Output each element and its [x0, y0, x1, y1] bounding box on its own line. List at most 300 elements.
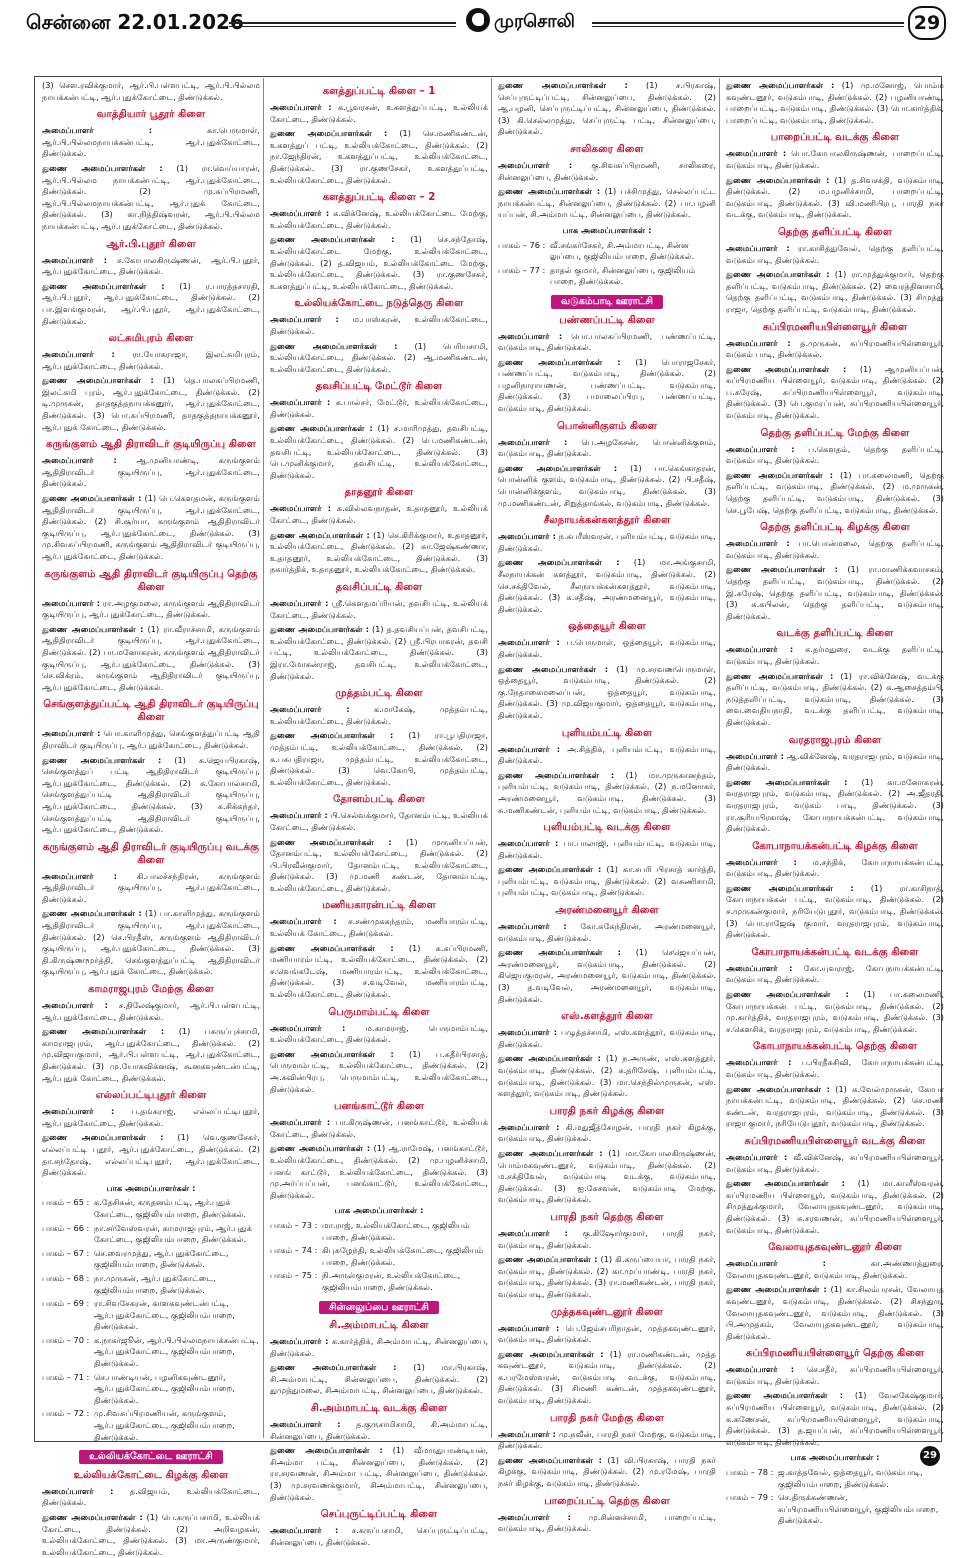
section-organiser-row: [42, 1298, 260, 1333]
member-entry: [726, 148, 944, 171]
member-names: (1) முருனியப்பன், தோனம்பட்டி, உல்லியக்கோட்டை, திண்டுக்கல். (2) பி.பிரவீன்குமார், தோனம்பட்டி, உல்லியக்கோட்டை, திண்டுக்கல். (3) மு.மணி கண்டன், தோனம்பட்டி, உல்லியக்கோட்டை, திண்டுக்கல்.: [270, 836, 489, 893]
member-names: (1) ரா.மணிகண்டன், முத்த கவுண்டனூர், வடுகம்பாடி, திண்டுக்கல். (2) க.பரமேஸ்வரன், வடுகம்பாடி வடக்கு, வடுகம்பாடி, திண்டுக்கல். (3) சிமணி கண்டன், முத்தகவுண்டனூர், வடுகம்பாடி, திண்டுக்கல்.: [498, 1348, 717, 1406]
member-entry: [270, 397, 488, 420]
member-entry: [42, 375, 260, 433]
section-organiser-name: தாதல் குமார், சின்னலுப்பை, குஜிலியம் பாறை, திண்டுக்கல்.: [550, 264, 696, 287]
member-names: த.விஜயம், உல்லியக்கோட்டை, திண்டுக்கல்.: [42, 1485, 260, 1508]
member-entry: [726, 538, 944, 561]
branch-heading: முத்தகவுண்டனூர் கிளை: [550, 1306, 663, 1318]
role-label: அமைப்பாளர் :: [726, 242, 790, 253]
section-organiser-name: வீ.சங்கர்சேகர், சி.அம்மாபட்டி, சின்ன லுப்பை, குஜிலியம்பாறை, திண்டுக்கல்.: [550, 239, 695, 262]
section-organiser-name: நா.முருகன், ஆர்.புதுக்கோட்டை, குஜிலியம்பாறை, திண்டுக்கல்.: [94, 1272, 216, 1295]
member-entry: [498, 160, 716, 183]
section-number: பாகம் – 76 :: [498, 239, 546, 250]
member-entry: [270, 837, 488, 895]
member-names: ம.சந்திக், கோபாநாயக்கன்பட்டி, வடுகம்பாடி, திண்டுக்கல்.: [726, 856, 944, 879]
member-entry: [42, 281, 260, 327]
branch-heading: கோபாநாயக்கன்பட்டி கிழக்கு கிளை: [752, 840, 918, 852]
member-entry: [270, 916, 488, 939]
role-label: அமைப்பாளர் :: [498, 637, 560, 648]
branch-heading: வடக்கு தளிப்பட்டி கிளை: [776, 628, 894, 640]
member-entry: [42, 728, 260, 751]
role-label: துணை அமைப்பாளர்கள் :: [42, 162, 163, 173]
role-label: அமைப்பாளர் :: [498, 1227, 568, 1238]
member-entry: [42, 598, 260, 621]
member-entry: [498, 770, 716, 816]
section-number: பாகம் – 78 :: [726, 1467, 774, 1478]
member-entry: [498, 1323, 716, 1346]
member-names: (1) கா.சிலம்பரசன், வேலாயுத கவுண்டனூர், வடுகம்பாடி, திண்டுக்கல். (2) சிசந்துரு, வேலாயுதகவுண்டனூர், வடுகம்பாடி, திண்டுக்கல். (3) பி.அமுதகம், வேலாயுதகவுண்டனூர், வடுகம்பாடி, திண்டுக்கல்.: [726, 1284, 944, 1341]
member-names: (1) ச.மாரிமுத்து, தவசிபட்டி, உல்லியக்கோட்டை, திண்டுக்கல். (2) பெ.மணிகண்டன், தவசிபட்டி, உல்லியக்கோட்டை, திண்டுக்கல். (3) பெ.முனிக்குமார், தவசிபட்டி, உல்லியக்கோட்டை, திண்டுக்கல்.: [270, 423, 488, 480]
member-entry: [726, 269, 944, 315]
member-names: கோ.யுவராஜ், கோபநாயக்கன்பட்டி, வடுகம்பாடி, திண்டுக்கல்.: [726, 962, 944, 985]
member-entry: [270, 1419, 488, 1442]
branch-heading: பாரதி நகர் கிழக்கு கிளை: [549, 1105, 665, 1117]
member-names: ச.திலேஷ்குமார், ஆர்.பி.பள்ளபட்டி, ஆர்.புதுக்கோட்டை, திண்டுக்கல்.: [42, 1000, 260, 1022]
member-names: (1) மு.சரவணபெருமாள், ஒத்தையூர், வடுகம்பாடி, திண்டுக்கல். (2) கு.நேதாகைமலைப்பன், ஒத்தையூர், வடுகம்பாடி, திண்டுக்கல். (3) மு.விஜயகுமார், ஒத்தையூர், வடுகம்பாடி, திண்டுக்கல்.: [498, 663, 716, 720]
section-organiser-name: மு.சிவசுப்பிரமணியன், கருங்குளம், ஆர்.புதுக்கோட்டை, குஜிலியம்பாறை, திண்டுக்கல்.: [94, 1408, 235, 1442]
masthead: [26, 6, 946, 40]
role-label: அமைப்பாளர் :: [498, 330, 563, 341]
member-entry: [726, 564, 944, 622]
column-divider: [491, 78, 492, 1438]
role-label: துணை அமைப்பாளர்கள் :: [726, 1390, 843, 1401]
role-label: துணை அமைப்பாளர்கள் :: [498, 663, 608, 674]
member-names: கோ.சுகேந்திரன், அரண்மனையூர், வடுகம்பாடி, திண்டுக்கல்.: [498, 921, 716, 943]
member-names: ப.கௌதம், தெற்கு தளிப்பட்டி, வடுகம்பாடி, திண்டுக்கல்.: [726, 443, 944, 466]
role-label: துணை அமைப்பாளர்கள் :: [498, 80, 628, 90]
section-organisers-heading: பாக அமைப்பாளர்கள் :: [334, 1205, 424, 1216]
role-label: துணை அமைப்பாளர்கள் :: [726, 469, 834, 480]
branch-heading: தெற்கு தளிப்பட்டி கிழக்கு கிளை: [760, 522, 910, 534]
branch-heading: உல்லியக்கோட்டை நடுத்தெரு கிளை: [294, 298, 464, 310]
section-organiser-row: [42, 1223, 260, 1246]
section-organiser-row: [726, 1492, 944, 1527]
member-entry: [498, 331, 716, 354]
role-label: அமைப்பாளர் :: [270, 1117, 331, 1128]
column-2: [270, 80, 489, 1547]
member-entry: [498, 186, 716, 221]
section-organiser-row: [270, 1270, 488, 1293]
branch-heading: கருங்குளம் ஆதி திராவிடர் குடியிருப்பு வடக்கு கிளை: [42, 841, 260, 866]
member-names: மு.நவீன், பாரதி நகர் மேற்கு, வடுகம்பாடி, திண்டுக்கல்.: [498, 1428, 716, 1451]
role-label: துணை அமைப்பாளர்கள் :: [498, 947, 621, 958]
role-label: அமைப்பாளர் :: [726, 1258, 826, 1269]
member-names: (1) வேலகேஷ்குமார், சுப்பிரமணிய பிள்ளையூர், வடுகம்பாடி, திண்டுக்கல். (2) க.கணேசன், சுப்பிரமணியபிள்ளையூர், வடுகம்பாடி, திண்டுக்கல். (3) த.ஜயப்பன், சுப்பிரமணியபிள்ளையூர், வடுகம்பாடி, திண்டுக்கல்.: [726, 1390, 945, 1447]
member-entry: [270, 530, 488, 576]
branch-heading: சாலிகரை கிளை: [570, 143, 644, 155]
member-names: க.பால்சர், மேட்டூர், உல்லியக்கோட்டை, திண்டுக்கல்.: [270, 397, 488, 419]
role-label: அமைப்பாளர் :: [42, 597, 100, 608]
member-entry: [498, 864, 716, 899]
section-organiser-row: [42, 1248, 260, 1271]
branch-heading: கருங்குளம் ஆதி திராவிடர் குடியிருப்பு கிளை: [46, 439, 256, 451]
role-label: அமைப்பாளர் :: [42, 870, 117, 881]
branch-heading: சி.அம்மாபட்டி வடக்கு கிளை: [310, 1403, 448, 1415]
member-names: (1) பெ.கருப்பசாமி, உல்லியக் கோட்டை, திண்டுக்கல். (2) அறிவழகன், உல்லியக்கோட்டை, திண்டுக்கல். (3) மா.அருண்குமார், உல்லியக்கோட்டை, திண்டுக்கல்.: [42, 1512, 260, 1557]
masthead-rule-left: [229, 22, 456, 27]
role-label: துணை அமைப்பாளர்கள் :: [42, 754, 162, 765]
role-label: துணை அமைப்பாளர்கள் :: [270, 128, 388, 139]
member-entry: [498, 1027, 716, 1050]
branch-heading: சுப்பிரமணியபிள்ளையூர் வடக்கு கிளை: [744, 1135, 926, 1147]
member-names: (1) ப.சுதீர்பிரசாத், பெருமாம்பட்டி, உல்லியக்கோட்டை, திண்டுக்கல். (2) அ.சுவின்பிரபு, பெருமாம்பட்டி, உல்லியக்கோட்டை, திண்டுக்கல்.: [270, 1048, 489, 1094]
member-names: (1) ரா.காசிநாத், கோபாநாயக்கன் பட்டி, வடுகம்பாடி, திண்டுக்கல். (2) ச.முருகன்குமார், நரியேடுபுதூர், வடுகம்பாடி, திண்டுக்கல். (3) பொ.ராஜேஷ் குமார், வரதராஜபுரம், வடுகம்பாடி, திண்டுக்கல்.: [726, 882, 944, 940]
member-entry: [270, 234, 488, 292]
member-entry: [42, 455, 260, 490]
section-number: பாகம் – 75 :: [270, 1270, 318, 1281]
member-names: (1) பசுருப்புச்சாமி, காமராஜபுரம், ஆர்.புதுக்கோட்டை, திண்டுக்கல். (2) மு.விஜயகுமார், ஆர்.பி.பள்ளபட்டி, ஆர்.புதுக்கோட்டை, திண்டுக்கல். (3) மு.யோகவிக்னஷ், கூனகவுண்டன்பட்டி, ஆர்.புதுக் கோட்டை, திண்டுக்கல்.: [42, 1026, 260, 1083]
member-entry: [498, 531, 716, 554]
role-label: அமைப்பாளர் :: [498, 921, 567, 932]
section-number: பாகம் – 68 :: [42, 1272, 90, 1283]
role-label: துணை அமைப்பாளர்கள் :: [42, 1512, 143, 1522]
panchayat-banner: உல்லியக்கோட்டை ஊராட்சி: [79, 1450, 223, 1464]
member-names: (1) தெ.பாலசுப்பிரமணி, இலட்சுமி புரம், ஆர்.புதுக்கோட்டை, திண்டுக்கல். (2) டி.முருகன், தாதகுத்தநாயக்கனூர், ஆர்.புதுக்கோட்டை, திண்டுக்கல். (3) பொ.சுப்பிரமணி, தாதகுத்தநாயக்கனூர், ஆர்.புதுக் கோட்டை, திண்டுக்கல்.: [42, 375, 260, 432]
member-entry: [498, 1148, 716, 1206]
member-names: (1) பா.கலைமணி, கோபாநாயக்கன் பட்டி, வடுகம்பாடி, திண்டுக்கல். (2) மு.கார்த்திக், வரதராஜபுரம், வடுகம்பாடி, திண்டுக்கல். (3) ச.கௌசிக், வரதராஜபுரம், வடுகம்பாடி, திண்டுக்கல்.: [726, 989, 944, 1034]
member-entry: [498, 463, 716, 509]
member-entry: [726, 1390, 944, 1448]
role-label: துணை அமைப்பாளர்கள் :: [270, 1445, 383, 1456]
branch-heading: எல்லப்பட்டிபுதூர் கிளை: [95, 1090, 207, 1102]
role-label: துணை அமைப்பாளர்கள் :: [726, 564, 838, 575]
member-entry: [726, 644, 944, 667]
member-entry: [42, 624, 260, 694]
member-names: க.மாகேஷ், முத்தம்பட்டி, உல்லியக்கோட்டை, திண்டுக்கல்.: [270, 704, 488, 726]
member-names: (1) செ.மணிகண்டன், உகளத்துப் பட்டி, உல்லியக்கோட்டை, திண்டுக்கல். (2) நா.ஜேந்திரன், உகளத்துப்பட்டி, உல்லியக்கோட்டை, திண்டுக்கல். (3) ரா.குணசேகர், உகளத்துப்பட்டி, உல்லியக்கோட்டை, திண்டுக்கல்.: [270, 128, 488, 185]
branch-heading: செப்புருட்டிப்பட்டி கிளை: [320, 1509, 438, 1521]
member-names: த.குருசாமிசாமி, சி.அம்மாபட்டி, சின்னலுப்பை, திண்டுக்கல்.: [270, 1419, 488, 1441]
member-entry: [726, 1084, 944, 1130]
member-names: (1) வீமருதுபாண்டியன், சிஅம்மா பட்டி, சின்னலுப்பை, திண்டுக்கல். (2) ரா.சரவணன், சிஅம்மா பட்டி, சின்னலுப்பை, திண்டுக்கல். (3) மு.சரவணக்குமார், சிஅம்மாபட்டி, சின்னலுப்பை, திண்டுக்கல்.: [270, 1445, 488, 1502]
member-entry: [726, 243, 944, 266]
member-entry: [270, 503, 488, 526]
column-divider: [263, 78, 264, 1438]
role-label: துணை அமைப்பாளர்கள் :: [270, 234, 395, 245]
branch-heading: மணியகாரன்பட்டி கிளை: [322, 900, 436, 912]
member-entry: [42, 1000, 260, 1023]
section-organiser-row: [498, 265, 716, 288]
role-label: துணை அமைப்பாளர்கள் :: [270, 730, 394, 741]
role-label: அமைப்பாளர் :: [270, 102, 332, 112]
branch-heading: செங்குளத்துப்பட்டி ஆதி திராவிடர் குடியிருப்பு கிளை: [43, 699, 259, 724]
member-names: க.பூவரசன், உகளத்துப்பட்டி, உல்லியக் கோட்டை, திண்டுக்கல்.: [270, 102, 488, 124]
role-label: அமைப்பாளர் :: [498, 838, 559, 849]
member-entry: [726, 1258, 944, 1281]
branch-heading: பாறைப்பட்டி வடக்கு கிளை: [770, 132, 900, 144]
member-entry: [498, 1455, 716, 1490]
member-names: (1) த.தவசியப்பன், தவசிபட்டி, உல்லியக்கோட்டை, திண்டுக்கல். (2) ஸ்ரீ.பிரபாகரன், தவசி பட்டி, உல்லியக்கோட்டை, திண்டுக்கல். (3) இரா.மோகன்ராஜ், தவசிபட்டி, உல்லியக்கோட்டை, திண்டுக்கல்.: [270, 624, 488, 681]
branch-heading: ஆர்.பி.புதூர் கிளை: [106, 238, 196, 250]
panchayat-banner: சின்னலுப்பை ஊராட்சி: [319, 1301, 439, 1315]
member-names: (1) சு.ஜெயபிரகாஷ், செங்குளத்துப் பட்டி ஆதிதிராவிடர் குடியிருப்பு, ஆர்.புதுக்கோட்டை, திண்டுக்கல். (2) க.கோபால்சாமி, செங்குளத்துப்பட்டி ஆதிதிராவிடர் குடியிருப்பு, ஆர்.புதுக்கோட்டை, திண்டுக்கல். (3) க.சிக்கந்தர், செங்குளத்துப்பட்டி ஆதிதிராவிடர் குடியிருப்பு, ஆர்.புதுக்கோட்டை, திண்டுக்கல்.: [42, 754, 261, 835]
role-label: அமைப்பாளர் :: [498, 436, 568, 447]
role-label: அமைப்பாளர் :: [498, 1322, 560, 1333]
branch-heading: ஒத்தையூர் கிளை: [568, 621, 646, 633]
branch-heading: காமராஜபுரம் மேற்கு கிளை: [88, 984, 214, 996]
member-names: (1) கி.கருப்பையா, பாரதி நகர், வடுகம்பாடி, திண்டுக்கல். (2) கா.முப்பாண்டி, பாரதி நகர், வடுகம்பாடி, திண்டுக்கல். (3) ரா.மணிகண்டன், பாரதி நகர், வடுகம்பாடி, திண்டுக்கல்.: [498, 1254, 716, 1299]
member-names: அ.சித்திக், புளியம்பட்டி, வடுகம்பாடி, திண்டுக்கல்.: [498, 743, 716, 766]
edition-date: சென்னை 22.01.2026: [26, 10, 244, 34]
member-entry: [42, 908, 260, 978]
member-entry: [270, 423, 488, 481]
member-names: (1) ச.பிரகாஷ், செப்புருட்டிப்பட்டி, சின்னலுப்பை, திண்டுக்கல். (2) ஆ.பழனி, செப்புருட்டிப்பட்டி, சின்னலுப்பை, திண்டுக்கல். (3) கி.செல்லமுத்து, செப்புருட்டி பட்டி, சின்னலுப்பை, திண்டுக்கல்.: [498, 80, 716, 137]
member-entry: [270, 1525, 488, 1548]
role-label: அமைப்பாளர் :: [270, 810, 328, 821]
role-label: துணை அமைப்பாளர்கள் :: [726, 80, 835, 90]
member-entry: [498, 921, 716, 944]
role-label: அமைப்பாளர் :: [498, 1121, 560, 1132]
section-number: பாகம் – 66 :: [42, 1222, 90, 1233]
member-entry: [726, 671, 944, 729]
role-label: அமைப்பாளர் :: [270, 397, 331, 408]
member-names: (1) மா.கோபாலகிருஷ்ணன், பொம்மகவுண்டனூர், வடுகம்பாடி, திண்டுக்கல். (2) ம.சக்திவேல், வடுகம்பாடி வடக்கு, வடுகம்பாடி, திண்டுக்கல். (3) ஐ.கேசவன், வடுகம்பாடி மேற்கு, வடுகம்பாடி, திண்டுக்கல்.: [498, 1147, 717, 1205]
member-entry: [42, 163, 260, 233]
section-organiser-name: மா.ராஜ், உல்லியக்கோட்டை, குஜிலியம் பாறை, திண்டுக்கல்.: [322, 1219, 470, 1242]
section-organisers-heading: பாக அமைப்பாளர்கள் :: [562, 224, 652, 235]
member-names: ச.கருப்பசாமி, செப்புருட்டிப்பட்டி, சின்னலுப்பை, திண்டுக்கல்.: [270, 1525, 488, 1547]
branch-heading: உல்லியக்கோட்டை கிழக்கு கிளை: [73, 1469, 229, 1481]
member-entry: [498, 838, 716, 861]
section-organiser-row: [42, 1372, 260, 1407]
role-label: அமைப்பாளர் :: [726, 1151, 788, 1162]
member-entry: [726, 883, 944, 941]
section-organiser-row: [270, 1245, 488, 1268]
role-label: அமைப்பாளர் :: [270, 598, 329, 608]
member-entry: [726, 1152, 944, 1175]
role-label: அமைப்பாளர் :: [270, 1336, 329, 1347]
panchayat-banner: வடுகம்பாடி ஊராட்சி: [551, 295, 663, 309]
member-entry: [270, 1362, 488, 1397]
role-label: அமைப்பாளர் :: [726, 538, 790, 549]
member-entry: [498, 744, 716, 767]
role-label: துணை அமைப்பாளர்கள் :: [498, 462, 618, 473]
member-entry: [270, 598, 488, 621]
member-entry: [270, 1143, 488, 1201]
member-names: ச.கோபாலகிருஷ்ணன், ஆர்.பி.புதூர், ஆர்.புதுக்கோட்டை, திண்டுக்கல்.: [42, 254, 260, 277]
member-entry: [270, 943, 488, 1001]
role-label: துணை அமைப்பாளர்கள் :: [270, 624, 370, 635]
member-entry: [42, 80, 260, 103]
member-entry: [726, 751, 944, 774]
section-number: பாகம் – 67 :: [42, 1247, 90, 1258]
branch-heading: பாரதி நகர் மேற்கு கிளை: [549, 1412, 665, 1424]
member-names: ரா.அழகுமலை, கருங்குளம் ஆதிதிராவிடர் குடியிருப்பு, ஆர்.புதுக்கோட்டை, திண்டுக்கல்.: [42, 597, 260, 620]
role-label: துணை அமைப்பாளர்கள் :: [726, 1284, 827, 1295]
branch-heading: பாறைப்பட்டி தெற்கு கிளை: [544, 1495, 670, 1507]
role-label: துணை அமைப்பாளர்கள் :: [270, 1362, 397, 1373]
member-entry: [42, 1132, 260, 1178]
branch-heading: சீலநாயக்கன்களத்தூர் கிளை: [543, 515, 671, 527]
member-names: க.கார்த்திக், சிஅம்மாபட்டி, சின்னலுப்பை, திண்டுக்கல்.: [270, 1336, 488, 1358]
branch-heading: கருங்குளம் ஆதி திராவிடர் குடியிருப்பு தெற்கு கிளை: [44, 568, 258, 593]
member-names: (1) மு.மனோஜ், பொம்ம கவுண்டனூர், வடுகம்பாடி, திண்டுக்கல். (2) பழனியாண்டி, பாறைப்பட்டி, வடுகம்பாடி, திண்டுக்கல். (3) பொ.கார்த்திக், பாறைப்பட்டி, வடுகம்பாடி, திண்டுக்கல்.: [726, 80, 944, 125]
member-entry: [726, 963, 944, 986]
member-entry: [498, 357, 716, 415]
member-entry: [726, 444, 944, 467]
branch-heading: பொன்னிகுளம் கிளை: [556, 420, 657, 432]
role-label: அமைப்பாளர் :: [42, 728, 101, 739]
role-label: துணை அமைப்பாளர்கள் :: [498, 1053, 601, 1064]
branch-heading: வாத்தியார் பூதூர் கிளை: [96, 109, 206, 121]
member-entry: [498, 1122, 716, 1145]
role-label: துணை அமைப்பாளர்கள் :: [42, 623, 144, 634]
section-organisers-heading: பாக அமைப்பாளர்கள் :: [790, 1452, 880, 1463]
role-label: துணை அமைப்பாளர்கள் :: [498, 356, 621, 367]
member-entry: [498, 947, 716, 1005]
member-names: (1) ரா.பூபதிராஜா, முத்தம்பட்டி, உல்லியக்கோட்டை, திண்டுக்கல். (2) க.பசுபதிராஜா, முத்தம்பட்டி, உல்லியக்கோட்டை, திண்டுக்கல். (3) வெ.கோபி, முத்தம்பட்டி, உல்லியக்கோட்டை, திண்டுக்கல்.: [270, 730, 488, 787]
member-entry: [270, 1117, 488, 1140]
member-names: (1) கா.மனோகரன், வரதராஜபுரம், வடுகம்பாடி, திண்டுக்கல். (2) அ.ஜீதரதி, வரதராஜபுரம், வடுகம் பாடி, திண்டுக்கல். (3) ரா.சூரியபிரகாஷ், கோபாநாயக்கன்பட்டி, வடுகம்பாடி, திண்டுக்கல்.: [726, 776, 944, 834]
member-names: ஸ்ரீ.கௌதமப்ரியன், தவசிபட்டி, உல்லியக் கோட்டை, திண்டுக்கல்.: [270, 598, 488, 620]
branch-heading: வேலாயுதகவுண்டனூர் கிளை: [768, 1242, 902, 1254]
member-names: பொ.காளிமுத்து, செங்குளத்துப்பட்டி ஆதி திராவிடர் குடியிருப்பு, ஆர்.புதுக்கோட்டை, திண்டுக்கல்.: [42, 728, 260, 750]
member-entry: [726, 1057, 944, 1080]
member-entry: [498, 1254, 716, 1300]
member-names: ப.தங்கராஜ், எல்லப்பட்டிபுதூர், ஆர்.புதுக்கோட்டை, திண்டுக்கல்.: [42, 1106, 260, 1128]
branch-heading: பாரதி நகர் தெற்கு கிளை: [550, 1211, 664, 1223]
member-names: (1) பா.காளிமுத்து, கருங்குளம் ஆதிதிராவிடர் குடியிருப்பு, ஆர்.புதுக்கோட்டை, திண்டுக்கல். (2) செ.பிரதீஸ், கருங்குளம் ஆதிதிராவிடர் குடியிருப்பு, ஆர்.புதுக்கோட்டை, திண்டுக்கல். (3) தி.கிருஷ்ணமூர்த்தி, செங்குளத்துப்பட்டி ஆதிதிராவிடர் குடியிருப்பு, ஆர்.புதுக் கோட்டை, திண்டுக்கல்.: [42, 908, 260, 977]
role-label: துணை அமைப்பாளர்கள் :: [270, 529, 370, 540]
member-entry: [270, 102, 488, 125]
section-organiser-row: [42, 1408, 260, 1443]
member-names: கா.அண்ணாத்துரை, வேலாயுதகவுண்டனூர், வடுகம்பாடி, திண்டுக்கல்.: [726, 1258, 944, 1280]
member-entry: [498, 1512, 716, 1535]
member-entry: [270, 730, 488, 788]
member-names: பொ.கோபாலகிருஷ்ணன், பாறைப்பட்டி, வடுகம்பாடி, திண்டுக்கல்.: [726, 148, 944, 170]
member-entry: [270, 1336, 488, 1359]
member-entry: [42, 1026, 260, 1084]
role-label: துணை அமைப்பாளர்கள் :: [42, 1132, 164, 1143]
member-names: (1) ரா.வெய்யாரன், ஆர்.பி.பில்லம நாயக்கன்பட்டி, ஆர்.புதுக்கோட்டை, திண்டுக்கல். (2) மு.சுப்பிரமணி, ஆர்.பி.பில்லமநாயக்கன்பட்டி, ஆர்.புதுக் கோட்டை, திண்டுக்கல். (3) கா.நித்திஷ்வரன், ஆர்.பி.பில்லம நாயக்கன்பட்டி, ஆர்.புதுக்கோட்டை, திண்டுக்கல்.: [42, 162, 261, 231]
member-names: பெ.அழகேசன், பொன்னிக்குளம், வடுகம்பாடி, திண்டுக்கல்.: [498, 436, 716, 459]
role-label: துணை அமைப்பாளர்கள் :: [270, 423, 373, 434]
member-names: ந.சுபரீஸ்வரன், புளியம்பட்டி, வடுகம்பாடி, திண்டுக்கல்.: [498, 531, 716, 553]
role-label: அமைப்பாளர் :: [498, 1027, 558, 1038]
branch-heading: பண்ணப்பட்டி கிளை: [559, 314, 655, 326]
section-organiser-name: கிபுகழேந்தி, உல்லியக்கோட்டை, குஜிலியம் பாறை, திண்டுக்கல்.: [322, 1245, 484, 1267]
section-organiser-name: க.தேசிகன், கருதனம்பட்டி, ஆர்.புதுக் கோட்டை, குஜிலியம்பாறை, திண்டுக்கல்.: [94, 1197, 247, 1219]
branch-heading: புளியம்பட்டி கிளை: [561, 727, 653, 739]
role-label: துணை அமைப்பாளர்கள் :: [498, 1254, 598, 1265]
role-label: துணை அமைப்பாளர்கள் :: [726, 1083, 830, 1094]
role-label: துணை அமைப்பாளர்கள் :: [498, 1348, 604, 1359]
role-label: துணை அமைப்பாளர்கள் :: [42, 280, 165, 291]
role-label: அமைப்பாளர் :: [270, 1022, 346, 1033]
section-organiser-name: க.நாகர்ஜூன், ஆர்.பி.பில்லமநாயக்கன்பட்டி, ஆர்.புதுக்கோட்டை, குஜிலியம்பாறை, திண்டுக்கல்.: [94, 1334, 259, 1369]
branch-heading: புளியம்பட்டி வடக்கு கிளை: [543, 822, 671, 834]
member-entry: [270, 1023, 488, 1046]
role-label: அமைப்பாளர் :: [270, 704, 350, 715]
branch-heading: அரண்மனையூர் கிளை: [555, 905, 659, 917]
member-entry: [726, 1178, 944, 1236]
member-names: (1) பெ.கௌதமன், கருங்குளம் ஆதிதிராவிடர் குடியிருப்பு, ஆர்.புதுக்கோட்டை, திண்டுக்கல். (2) சி.சூர்யா, கருங்குளம் ஆதிதிராவிடர் குடியிருப்பு, ஆர்.புதுக்கோட்டை, திண்டுக்கல். (3) மு.சிவசுப்பிரமணி, கருங்குளம் ஆதிதிராவிடர் குடியிருப்பு, ஆர்.புதுக்கோட்டை, திண்டுக்கல்.: [42, 493, 260, 561]
member-names: ரா.காசித்துவேல், தெற்கு தளிப்பட்டி, வடுகம்பாடி, திண்டுக்கல்.: [726, 242, 944, 265]
role-label: அமைப்பாளர் :: [42, 254, 108, 265]
member-names: ம.பாஸ்கரன், உல்லியக்கோட்டை, திண்டுக்கல்.: [270, 314, 488, 336]
section-number: பாகம் – 72 :: [42, 1408, 90, 1419]
member-entry: [726, 857, 944, 880]
member-entry: [726, 470, 944, 516]
role-label: துணை அமைப்பாளர்கள் :: [498, 769, 615, 780]
role-label: அமைப்பாளர் :: [498, 159, 573, 170]
section-organiser-row: [42, 1273, 260, 1296]
member-names: (1) கா.சபரி பிரசாத் கார்த்தி, புளியம்பட்டி, வடுகம்பாடி, திண்டுக்கல். (2) வசுணிசாமி, புளியம்பட்டி, வடுகம்பாடி, திண்டுக்கல்.: [498, 864, 716, 898]
section-number: பாகம் – 73 :: [270, 1219, 318, 1230]
role-label: அமைப்பாளர் :: [498, 1511, 571, 1522]
role-label: துணை அமைப்பாளர்கள் :: [498, 557, 620, 568]
member-names: பா.கிருஷ்ணன், பனங்காட்டூர், உல்லியக் கோட்டை, திண்டுக்கல்.: [270, 1117, 488, 1139]
member-names: (3) சௌ.ரவிக்குமார், ஆர்.பி.பள்ளபட்டி, ஆர்.பி.பில்லம நாயக்கன்பட்டி, ஆர்.புதுக்கோட்டை, திண்டுக்கல்.: [42, 80, 260, 102]
member-names: (1) ரா.விக்னேஷ், வடக்கு தளிப்பட்டி, வடுகம்பாடி, திண்டுக்கல். (2) க.ஆசைத்தம்பி, நடுத்தளிப்பட்டி, வடுகம்பாடி, திண்டுக்கல். (3) வை.வைதியநாதி, வடக்கு தளிப்பட்டி, வடுகம்பாடி, திண்டுக்கல்.: [726, 670, 944, 727]
section-organiser-name: நி.அருள்குமரன், உல்லியக்கோட்டை, குஜிலியம்பாறை, திண்டுக்கல்.: [322, 1270, 461, 1292]
member-names: (1) மா.அங்குசாமி, சீலநாயக்கன் களத்தூர், வடுகம்பாடி, திண்டுக்கல். (2) செ.சக்திவேல், சீலநாயக்கன்களத்தூர், வடுகம்பாடி, திண்டுக்கல். (3) சு.சதீஷ், அரண்மனையூர், வடுகம்பாடி, திண்டுக்கல்.: [498, 557, 716, 614]
branch-heading: தவசிப்பட்டி மேட்டூர் கிளை: [315, 381, 443, 393]
role-label: அமைப்பாளர் :: [726, 856, 797, 867]
member-entry: [270, 341, 488, 376]
member-names: செ.சதீர், சுப்பிரமணியபிள்ளையூர், வடுகம்பாடி, திண்டுக்கல்.: [726, 1364, 944, 1386]
member-entry: [498, 1429, 716, 1452]
member-entry: [42, 1486, 260, 1509]
member-names: கி.மதுஜீத்சோழன், பாரதி நகர் கிழக்கு, வடுகம்பாடி, திண்டுக்கல்.: [498, 1121, 716, 1144]
member-entry: [498, 637, 716, 660]
branch-heading: எஸ்.களத்தூர் கிளை: [561, 1011, 653, 1023]
role-label: அமைப்பாளர் :: [270, 1419, 341, 1430]
member-entry: [498, 1228, 716, 1251]
role-label: துணை அமைப்பாளர்கள் :: [726, 776, 848, 787]
member-names: (1) பெரியசாமி, உல்லியக்கோட்டை, திண்டுக்கல். (2) ஆ.மணிகண்டன், உல்லியக்கோட்டை, திண்டுக்கல்.: [270, 340, 488, 374]
footer-page-number: 29: [920, 1446, 940, 1466]
role-label: துணை அமைப்பாளர்கள் :: [498, 1147, 603, 1158]
member-entry: [270, 208, 488, 231]
member-names: (1) ஆ.ராமேஷ், பனங்காட்டூர், உல்லியக்கோட்டை, திண்டுக்கல். (2) மு.பழனிச்சாமி, பனங் காட்டூர், உல்லியக்கோட்டை, திண்டுக்கல். (3) மு.அர்ப்பப்பன், பனங்காட்டூர், உல்லியக்கோட்டை, திண்டுக்கல்.: [270, 1143, 488, 1200]
member-names: (1) பா.கலைமணி, தெற்கு தளிப்பட்டி, வடுகம்பாடி, திண்டுக்கல். (2) ம.முருகன், தெற்கு தளிப்பட்டி, வடுகம்பாடி, திண்டுக்கல். (3) செ.பூபேஷ், தெற்கு தளிப்பட்டி, வடுகம்பாடி, திண்டுக்கல்.: [726, 469, 944, 515]
role-label: துணை அமைப்பாளர்கள் :: [270, 836, 392, 847]
branch-heading: சுப்பிரமணியபிள்ளையூர் கிளை: [762, 321, 908, 333]
role-label: துணை அமைப்பாளர்கள் :: [726, 882, 854, 893]
member-entry: [270, 128, 488, 186]
member-names: (1) க.வேல்முருகன், கோபா நாயக்கன்பட்டி, வடுகம்பாடி, திண்டுக்கல். (2) செ.மணி கண்டன், வரதராஜபுரம், வடுகம்பாடி, திண்டுக்கல். (3) ராஜா குமார், நரியேடுபுதூர், வடுகம்பாடி, திண்டுக்கல்.: [726, 1083, 944, 1129]
section-organiser-row: [270, 1220, 488, 1243]
member-entry: [726, 1364, 944, 1387]
column-divider: [719, 78, 720, 1438]
branch-heading: பனங்காட்டூர் கிளை: [333, 1101, 425, 1113]
member-names: (1) மா.முருகானந்தம், புளியம்பட்டி, வடுகம்பாடி, திண்டுக்கல். (2) ந.மனோகர், அரண்மனையூர், வடுகம்பாடி, திண்டுக்கல். (3) சு.மணிகண்டன், புளியம்பட்டி, வடுகம்பாடி, திண்டுக்கல்.: [498, 769, 716, 815]
section-number: பாகம் – 77 :: [498, 264, 546, 275]
member-entry: [42, 349, 260, 372]
member-names: (1) ரா.மாணிக்கவாசகம், தெற்கு தளிப்பட்டி, வடுகம்பாடி, திண்டுக்கல். (2) இ.சுரேஷ், தெற்கு தளிப்பட்டி, வடுகம்பாடி, திண்டுக்கல். (3) க.கபிலன், தெற்கு தளிப்பட்டி, வடுகம்பாடி, திண்டுக்கல்.: [726, 564, 945, 621]
section-organiser-name: செ.வைரமுத்து, ஆர்.புதுக்கோட்டை, குஜிலியம்பாறை, திண்டுக்கல்.: [94, 1247, 229, 1270]
member-names: கி.பாலச்சந்திரன், கருங்குளம் ஆதிதிராவிடர் குடியிருப்பு, ஆர்.புதுக்கோட்டை, திண்டுக்கல்.: [42, 870, 260, 904]
role-label: அமைப்பாளர் :: [726, 1364, 794, 1375]
member-names: கு.சிவசுப்பிரமணி, சாலிகரை, சின்னலுப்பை, திண்டுக்கல்.: [498, 159, 716, 182]
member-names: பா.பொன்மலை, தெற்கு தளிப்பட்டி, வடுகம்பாடி, திண்டுக்கல்.: [726, 538, 944, 560]
section-organiser-name: ஜ.காத்தவேல், ஒத்தையூர், வடுகம்பாடி, குஜிலியம்பாறை, திண்டுக்கல்.: [778, 1467, 923, 1489]
section-number: பாகம் – 65 :: [42, 1197, 90, 1208]
role-label: அமைப்பாளர் :: [726, 750, 784, 761]
member-names: ஆ.முனியாண்டி, கருங்குளம் ஆதிதிராவிடர் குடியிருப்பு, ஆர்.புதுக்கோட்டை, திண்டுக்கல்.: [42, 455, 260, 489]
branch-heading: முத்தம்பட்டி கிளை: [335, 688, 423, 700]
role-label: அமைப்பாளர் :: [270, 208, 330, 219]
section-number: பாகம் – 79 :: [726, 1492, 774, 1503]
member-entry: [42, 871, 260, 906]
member-names: (1) பச்சிமுத்து, செல்லப்பட்ட நாயக்கன்பட்டி, சின்னலுப்பை, திண்டுக்கல். (2) பா.பழனி யப்பன், சி.அம்மாபட்டி, சின்னலுப்பை, திண்டுக்கல்.: [498, 186, 717, 220]
branch-heading: கோபாநாயக்கன்பட்டி வடக்கு கிளை: [751, 946, 919, 958]
section-organisers-heading: பாக அமைப்பாளர்கள் :: [106, 1182, 196, 1193]
member-names: (1) செஜெயப்பன், அரண்மனையூர், வடுகம்பாடி, திண்டுக்கல். (2) கிஜெயகுமரன், அரண்மனையூர், வடுகம்பாடி, திண்டுக்கல். (3) த.வடிவேல், அரண்மனையூர், வடுகம்பாடி, திண்டுக்கல்.: [498, 947, 716, 1004]
role-label: துணை அமைப்பாளர்கள் :: [726, 670, 834, 681]
